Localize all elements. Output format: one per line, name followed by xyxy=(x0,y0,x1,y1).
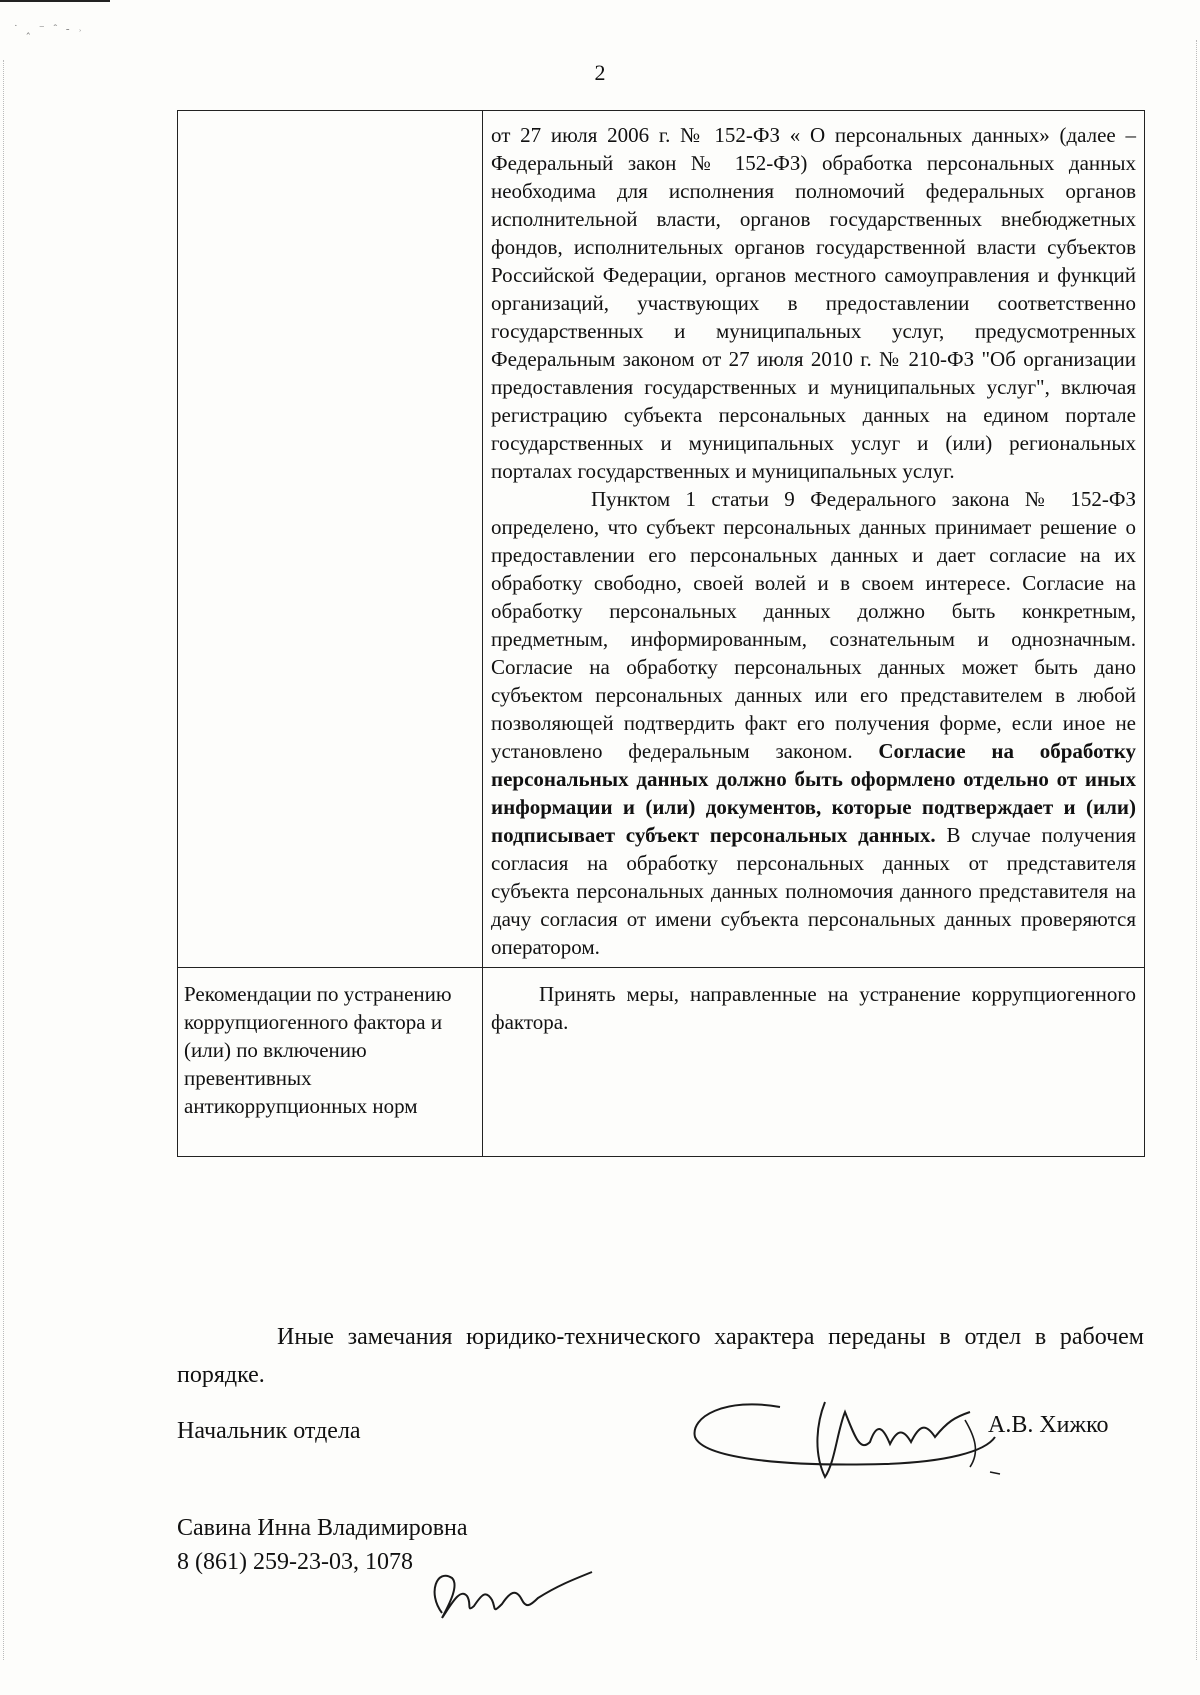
scan-border-left xyxy=(3,60,5,1660)
recommendations-text: Принять меры, направленные на устранение коррупциогенного фактора. xyxy=(491,982,1136,1034)
table-cell-law-text xyxy=(483,111,1145,968)
executor-signature-icon xyxy=(422,1558,602,1628)
closing-remarks: Иные замечания юридико-технического характера переданы в отдел в рабочем порядке. xyxy=(177,1324,1144,1388)
table-cell-empty xyxy=(178,111,483,968)
recommendations-label: Рекомендации по устранению коррупциогенного фактора и (или) по включению превентивных антикоррупционных норм xyxy=(178,968,483,1157)
page-number: 2 xyxy=(594,60,606,85)
executor-phone: 8 (861) 259-23-03, 1078 xyxy=(177,1549,413,1575)
signer-name: А.В. Хижко xyxy=(988,1412,1109,1438)
expertise-table xyxy=(177,110,1145,1157)
law-paragraph-1: от 27 июля 2006 г. № 152-ФЗ « О персональных данных» (далее – Федеральный закон № 152-ФЗ) обработка персональных данных необходима для исполнения полномочий федеральных органов исполнительной власти, органов государственных внебюджетных фондов, исполнительных органов государственной власти субъектов Российской Федерации, органов местного самоуправления и функций организаций, участвующих в предоставлении соответственно государственных и муниципальных услуг, предусмотренных Федеральным законом от 27 июля 2010 г. № 210-ФЗ "Об организации предоставления государственных и муниципальных услуг", включая регистрацию субъекта персональных данных на едином портале государственных и муниципальных услуг и (или) региональных порталах государственных и муниципальных услуг. xyxy=(491,123,1136,483)
law-paragraph-2-end: В случае получения согласия на обработку персональных данных от представителя субъекта персональных данных полномочия данного представителя на дачу согласия от имени субъекта персональных данных проверяются оператором. xyxy=(491,823,1136,959)
recommendations-cell xyxy=(483,968,1145,1157)
position-title: Начальник отдела xyxy=(177,1418,361,1444)
table-row xyxy=(178,968,1145,1157)
executor-name: Савина Инна Владимировна xyxy=(177,1515,468,1541)
signature-head-icon xyxy=(685,1382,1025,1482)
law-paragraph-2-start: Пунктом 1 статьи 9 Федерального закона № 152-ФЗ определено, что субъект персональных данных принимает решение о предоставлении его персональных данных и дает согласие на их обработку свободно, своей волей и в своем интересе. Согласие на обработку персональных данных должно быть конкретным, предметным, информированным, сознательным и однозначным. Согласие на обработку персональных данных может быть дано субъектом персональных данных или его представителем в любой позволяющей подтвердить факт его получения форме, если иное не установлено федеральным законом. xyxy=(491,487,1136,763)
scan-border-right xyxy=(1195,40,1197,1660)
law-paragraph-2 xyxy=(491,485,1136,961)
table-row xyxy=(178,111,1145,968)
scan-specks: ˙ ‸ ⁻ ˆ ‐ ˒ xyxy=(14,23,85,35)
scan-edge-mark xyxy=(0,0,110,2)
law-paragraph-2-bold: Согласие на обработку персональных данных должно быть оформлено отдельно от иных информации и (или) документов, которые подтверждает и (или) подписывает субъект персональных данных. xyxy=(491,739,1136,847)
